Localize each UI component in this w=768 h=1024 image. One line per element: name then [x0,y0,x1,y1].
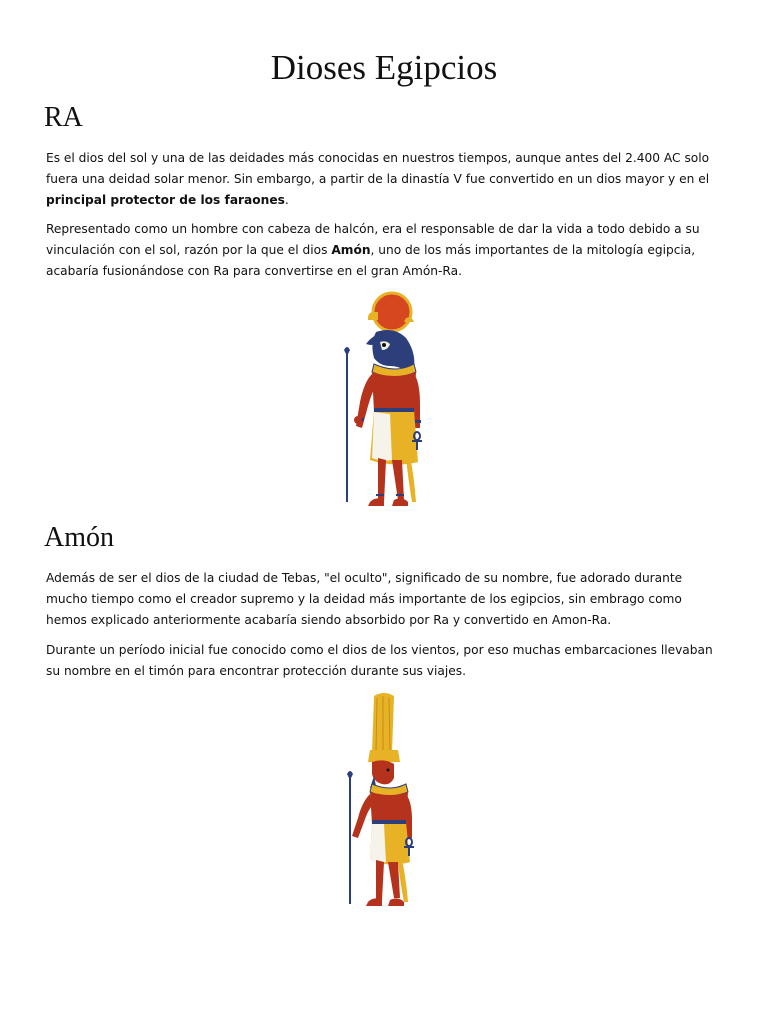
ra-paragraph-2-bold: Amón [331,243,371,257]
amon-paragraph-2: Durante un período inicial fue conocido como el dios de los vientos, por eso muchas embarcaciones llevaban su nombre en el timón para encontrar protección durante sus viajes. [46,643,713,678]
ra-paragraph-1 [46,148,726,211]
sun-disk-icon [373,293,411,331]
section-heading-ra: RA [44,102,83,133]
ra-paragraph-1-end: . [284,193,289,207]
amun-illustration [330,688,430,914]
ra-paragraph-1-bold: principal protector de los faraones [46,193,285,207]
ra-paragraph-1-text: Es el dios del sol y una de las deidades más conocidas en nuestros tiempos, aunque antes del 2.400 AC solo fuera una deidad solar menor. Sin embargo, a partir de la dinastía V fue convertido en un dios mayor y en el [46,151,710,186]
document-title: Dioses Egipcios [270,48,498,87]
amun-figure [330,688,430,914]
ra-illustration [320,290,440,514]
ra-paragraph-2-end: , uno de los más importantes de la mitología egipcia, acabaría fusionándose con Ra para convertirse en el gran Amón-Ra. [46,243,696,278]
ra-figure [320,290,440,514]
amon-paragraph-1: Además de ser el dios de la ciudad de Tebas, "el oculto", significado de su nombre, fue adorado durante mucho tiempo como el creador supremo y la deidad más importante de los egipcios, sin embrago como hemos explicado anteriormente acabaría siendo absorbido por Ra y convertido en Amon-Ra. [46,571,683,627]
ra-paragraph-2-text: Representado como un hombre con cabeza de halcón, era el responsable de dar la vida a todo debido a su vinculación con el sol, razón por la que el dios [46,222,700,257]
section-heading-amon: Amón [44,522,114,553]
ra-paragraph-2 [46,219,726,282]
